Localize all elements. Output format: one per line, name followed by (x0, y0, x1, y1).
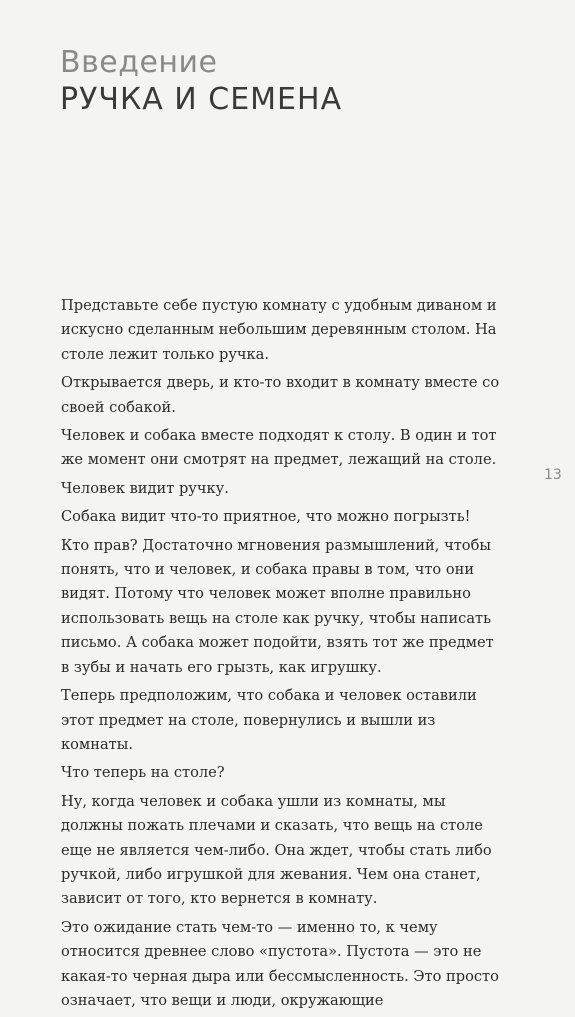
paragraph: Теперь предположим, что собака и человек оставили этот предмет на столе, повернулись и вышли из комнаты. (61, 687, 477, 753)
paragraph: Человек и собака вместе подходят к столу. В один и тот же момент они смотрят на предмет, лежащий на столе. (61, 427, 497, 469)
paragraph: Человек видит ручку. (61, 479, 229, 497)
paragraph: Собака видит что-то приятное, что можно погрызть! (61, 508, 471, 526)
chapter-title: РУЧКА И СЕМЕНА (60, 82, 343, 117)
paragraph: Ну, когда человек и собака ушли из комнаты, мы должны пожать плечами и сказать, что вещь на столе еще не является чем-либо. Она ждет, чтобы стать либо ручкой, либо игрушкой для жевания. Чем она станет, зависит от того, кто вернется в комнату. (61, 792, 492, 908)
paragraph: Что теперь на столе? (61, 764, 225, 782)
body-text (61, 294, 501, 1017)
paragraph: Представьте себе пустую комнату с удобным диваном и искусно сделанным небольшим деревянным столом. На столе лежит только ручка. (61, 297, 497, 363)
chapter-label: Введение (60, 45, 218, 80)
paragraph: Кто прав? Достаточно мгновения размышлений, чтобы понять, что и человек, и собака правы в том, что они видят. Потому что человек может вполне правильно использовать вещь на столе как ручку, чтобы написать письмо. А собака может подойти, взять тот же предмет в зубы и начать его грызть, как игрушку. (61, 536, 494, 676)
paragraph: Открывается дверь, и кто-то входит в комнату вместе со своей собакой. (61, 374, 500, 416)
chapter-header (60, 46, 342, 118)
paragraph: Это ожидание стать чем-то — именно то, к чему относится древнее слово «пустота». Пустота — это не какая-то черная дыра или бессмысленность. Это просто означает, что вещи и люди, окружающие (61, 918, 499, 1009)
page-number: 13 (544, 467, 562, 483)
